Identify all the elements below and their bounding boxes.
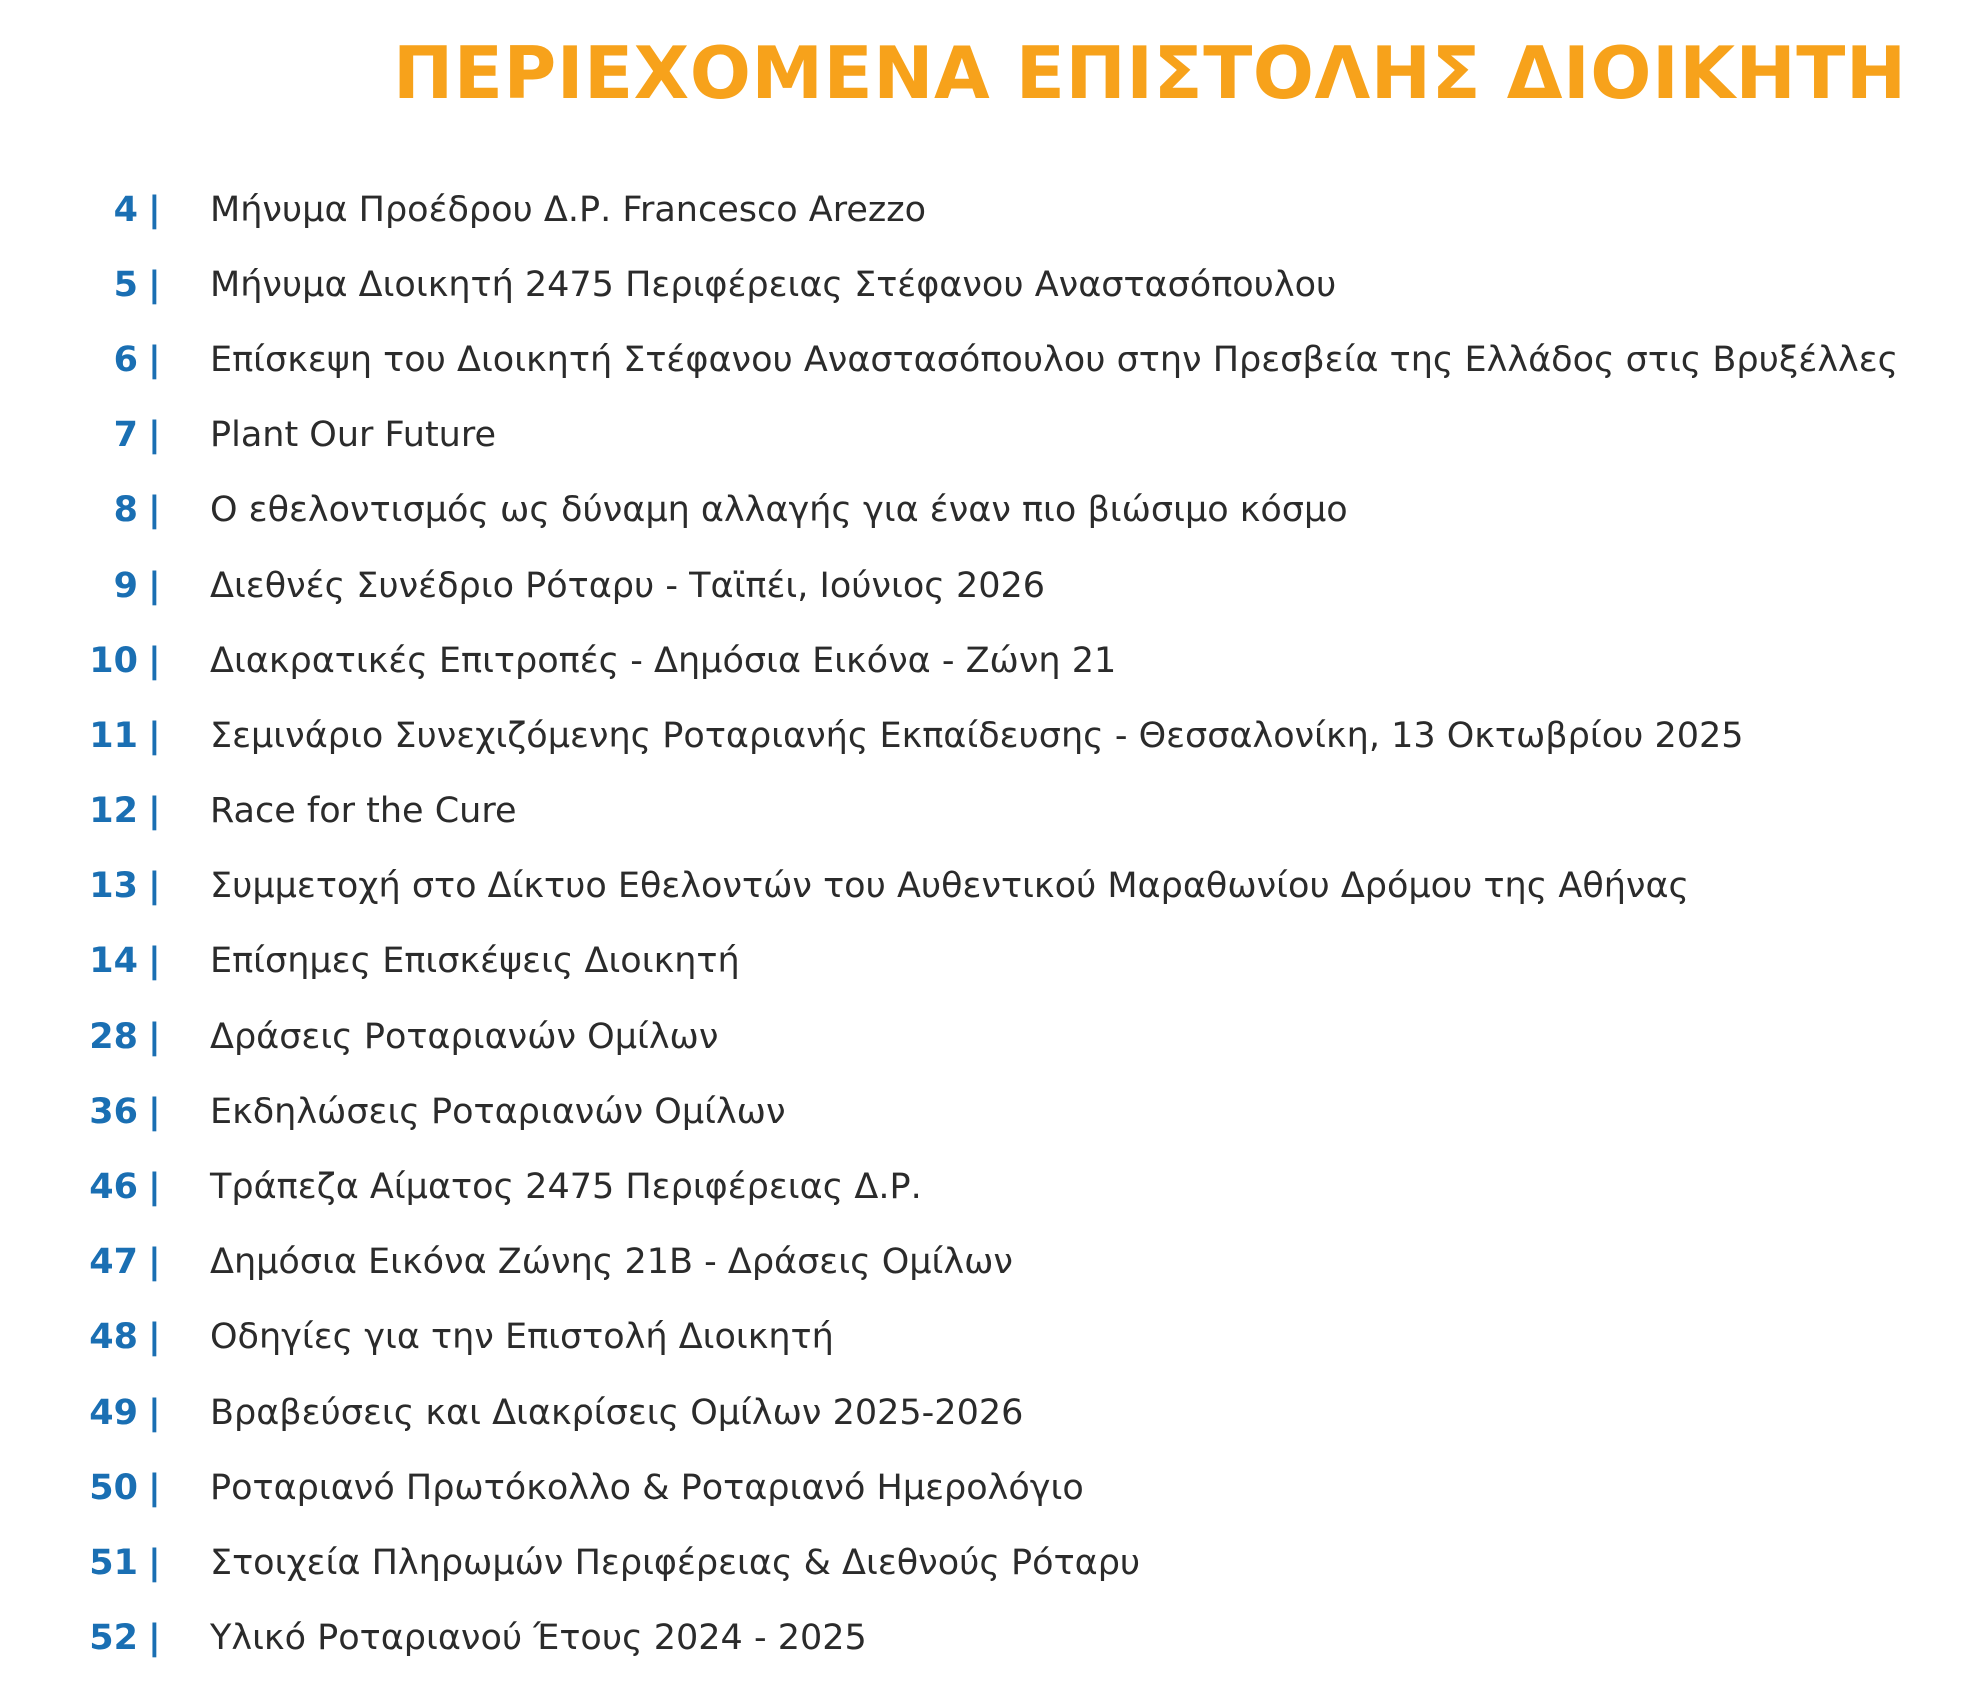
toc-entry[interactable] [0,1601,1898,1676]
toc-entry-title: Επίσημες Επισκέψεις Διοικητή [210,941,740,982]
toc-entry[interactable] [0,1225,1898,1300]
toc-entry-page-number: 6 [113,339,138,380]
toc-entry[interactable] [0,247,1898,322]
toc-entry-separator: | [148,189,161,230]
toc-entry-separator: | [148,1242,161,1283]
toc-entry-separator: | [148,1392,161,1433]
toc-entry-page-number: 47 [89,1242,138,1283]
toc-entry-title: Race for the Cure [210,791,517,832]
toc-entry-separator: | [148,1016,161,1057]
toc-entry-title: Μήνυμα Διοικητή 2475 Περιφέρειας Στέφανου Αναστασόπουλου [210,264,1337,305]
toc-entry-page-number: 13 [89,866,138,907]
toc-entry-title: Συμμετοχή στο Δίκτυο Εθελοντών του Αυθεντικού Μαραθωνίου Δρόμου της Αθήνας [210,866,1690,907]
toc-entry-separator: | [148,1618,161,1659]
toc-entry-page-number: 36 [89,1091,138,1132]
toc-entry-separator: | [148,339,161,380]
toc-entry[interactable] [0,172,1898,247]
toc-entry-separator: | [148,565,161,606]
toc-entry[interactable] [0,698,1898,773]
toc-entry[interactable] [0,473,1898,548]
toc-entry[interactable] [0,548,1898,623]
toc-entry[interactable] [0,1300,1898,1375]
toc-entry-separator: | [148,715,161,756]
toc-entry[interactable] [0,999,1898,1074]
toc-entry-page-number: 28 [89,1016,138,1057]
toc-entry-page-number: 49 [89,1392,138,1433]
toc-entry-separator: | [148,1091,161,1132]
toc-entry-page-number: 4 [113,189,138,230]
toc-entry-title: Σεμινάριο Συνεχιζόμενης Ροταριανής Εκπαίδευσης - Θεσσαλονίκη, 13 Οκτωβρίου 2025 [210,715,1744,756]
toc-entry-page-number: 11 [89,715,138,756]
toc-entry[interactable] [0,1149,1898,1224]
toc-entry-separator: | [148,866,161,907]
toc-title: ΠΕΡΙΕΧΟΜΕΝΑ ΕΠΙΣΤΟΛΗΣ ΔΙΟΙΚΗΤΗ [393,31,1907,115]
toc-entry-title: Τράπεζα Αίματος 2475 Περιφέρειας Δ.Ρ. [210,1167,922,1208]
toc-list [0,172,1898,1676]
toc-entry-separator: | [148,640,161,681]
toc-entry[interactable] [0,398,1898,473]
toc-entry-page-number: 12 [89,791,138,832]
toc-entry[interactable] [0,1074,1898,1149]
toc-entry-page-number: 14 [89,941,138,982]
toc-entry[interactable] [0,774,1898,849]
toc-entry-page-number: 8 [113,490,138,531]
toc-entry-title: Επίσκεψη του Διοικητή Στέφανου Αναστασόπουλου στην Πρεσβεία της Ελλάδος στις Βρυξέλλες [210,339,1899,380]
toc-entry[interactable] [0,924,1898,999]
toc-entry-page-number: 5 [113,264,138,305]
toc-entry-separator: | [148,1542,161,1583]
toc-entry[interactable] [0,1375,1898,1450]
toc-entry-separator: | [148,490,161,531]
toc-entry-title: Στοιχεία Πληρωμών Περιφέρειας & Διεθνούς Ρόταρυ [210,1542,1141,1583]
toc-entry[interactable] [0,1525,1898,1600]
toc-entry[interactable] [0,623,1898,698]
toc-entry-separator: | [148,1167,161,1208]
toc-entry-page-number: 10 [89,640,138,681]
toc-entry-page-number: 51 [89,1542,138,1583]
toc-entry-title: Ροταριανό Πρωτόκολλο & Ροταριανό Ημερολόγιο [210,1467,1084,1508]
toc-entry-separator: | [148,941,161,982]
toc-entry-title: Μήνυμα Προέδρου Δ.Ρ. Francesco Arezzo [210,189,927,230]
toc-entry-title: Οδηγίες για την Επιστολή Διοικητή [210,1317,834,1358]
toc-entry-page-number: 52 [89,1618,138,1659]
toc-entry-title: Ο εθελοντισμός ως δύναμη αλλαγής για έναν πιο βιώσιμο κόσμο [210,490,1348,531]
toc-entry[interactable] [0,322,1898,397]
toc-entry-title: Δράσεις Ροταριανών Ομίλων [210,1016,719,1057]
toc-entry[interactable] [0,849,1898,924]
toc-entry-separator: | [148,791,161,832]
toc-entry[interactable] [0,1450,1898,1525]
toc-entry-title: Υλικό Ροταριανού Έτους 2024 - 2025 [210,1618,867,1659]
toc-entry-separator: | [148,264,161,305]
toc-entry-page-number: 46 [89,1167,138,1208]
toc-entry-title: Εκδηλώσεις Ροταριανών Ομίλων [210,1091,786,1132]
toc-entry-separator: | [148,415,161,456]
toc-entry-page-number: 9 [113,565,138,606]
toc-entry-title: Διεθνές Συνέδριο Ρόταρυ - Ταϊπέι, Ιούνιος 2026 [210,565,1046,606]
toc-entry-title: Δημόσια Εικόνα Ζώνης 21Β - Δράσεις Ομίλων [210,1242,1013,1283]
toc-entry-separator: | [148,1317,161,1358]
toc-entry-separator: | [148,1467,161,1508]
toc-entry-page-number: 7 [113,415,138,456]
toc-entry-page-number: 50 [89,1467,138,1508]
toc-entry-title: Διακρατικές Επιτροπές - Δημόσια Εικόνα - Ζώνη 21 [210,640,1117,681]
toc-entry-title: Βραβεύσεις και Διακρίσεις Ομίλων 2025-2026 [210,1392,1024,1433]
toc-entry-page-number: 48 [89,1317,138,1358]
toc-entry-title: Plant Our Future [210,415,497,456]
